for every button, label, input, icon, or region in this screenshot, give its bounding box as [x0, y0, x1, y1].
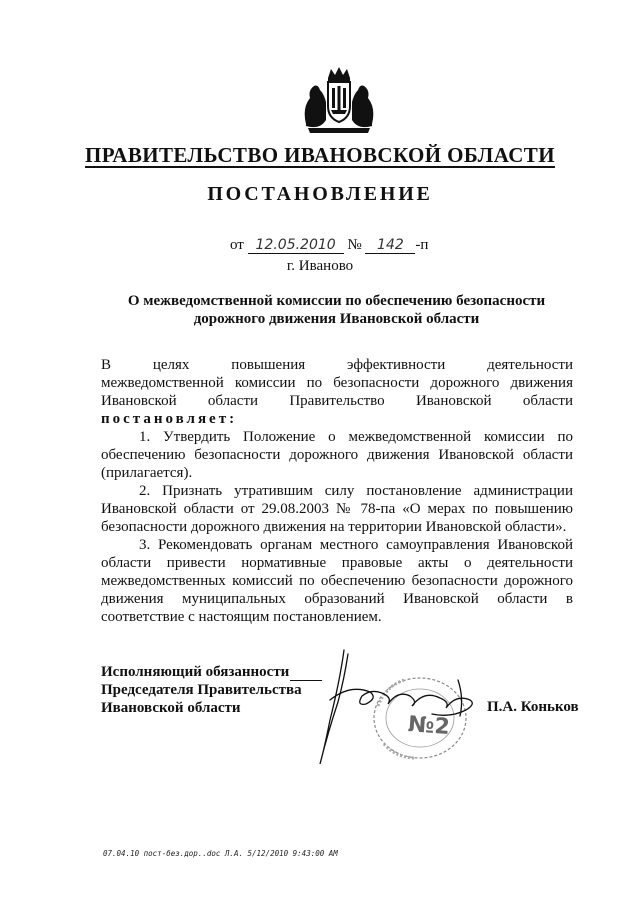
body-line: Ивановской области Правительство Ивановской области: [101, 393, 573, 409]
signer-position-line: Ивановской области: [101, 700, 241, 716]
coat-of-arms-emblem: [298, 64, 380, 136]
organization-title: ПРАВИТЕЛЬСТВО ИВАНОВСКОЙ ОБЛАСТИ: [85, 143, 555, 167]
signature-block: [101, 663, 302, 717]
body-line: 1. Утвердить Положение о межведомственной комиссии по: [139, 429, 573, 445]
body-line: (прилагается).: [101, 465, 193, 481]
date-prefix: от: [230, 237, 244, 253]
body-line: движения муниципальных образований Ивановской области в: [101, 591, 573, 607]
handwritten-signature: [320, 650, 472, 764]
body-line: соответствие с настоящим постановлением.: [101, 609, 382, 625]
subject-line: О межведомственной комиссии по обеспечению безопасности: [127, 293, 546, 309]
signature-underline: [290, 680, 322, 681]
body-line: Ивановской области от 29.08.2003 № 78-па «О мерах по повышению: [101, 501, 573, 517]
file-info-footer: 07.04.10 пост-без.дор..doc Л.А. 5/12/2010 9:43:00 AM: [103, 849, 338, 858]
date-number-line: [230, 237, 428, 254]
body-line: 3. Рекомендовать органам местного самоуправления Ивановской: [139, 537, 573, 553]
document-type-title: ПОСТАНОВЛЕНИЕ: [207, 183, 433, 205]
signer-name: П.А. Коньков: [487, 699, 579, 715]
date-value: 12.05.2010: [248, 237, 344, 254]
number-value: 142: [365, 237, 415, 254]
city-line: г. Иваново: [286, 258, 354, 274]
number-prefix: №: [347, 237, 362, 253]
body-line: 2. Признать утратившим силу постановление администрации: [139, 483, 573, 499]
signer-position-line: Председателя Правительства: [101, 682, 302, 698]
subject-line: дорожного движения Ивановской области: [193, 311, 480, 327]
document-body: [101, 356, 573, 626]
body-line: области привести нормативные правовые акты о деятельности: [101, 555, 573, 571]
number-suffix: -п: [415, 237, 429, 253]
document-subject: [100, 292, 573, 328]
stamp-number: №2: [407, 712, 451, 741]
decree-word: постановляет:: [101, 411, 238, 427]
body-line: межведомственной комиссии по безопасности дорожного движения: [101, 375, 573, 391]
body-line: обеспечению безопасности дорожного движения Ивановской области: [101, 447, 573, 463]
body-line: безопасности дорожного движения на территории Ивановской области».: [101, 519, 567, 535]
official-stamp-and-signature: [300, 640, 490, 770]
body-line: В целях повышения эффективности деятельности: [101, 357, 573, 373]
stamp-mark: [374, 678, 466, 758]
signer-position-line: Исполняющий обязанности: [101, 664, 290, 680]
body-line: межведомственных комиссий по обеспечению безопасности дорожного: [101, 573, 573, 589]
